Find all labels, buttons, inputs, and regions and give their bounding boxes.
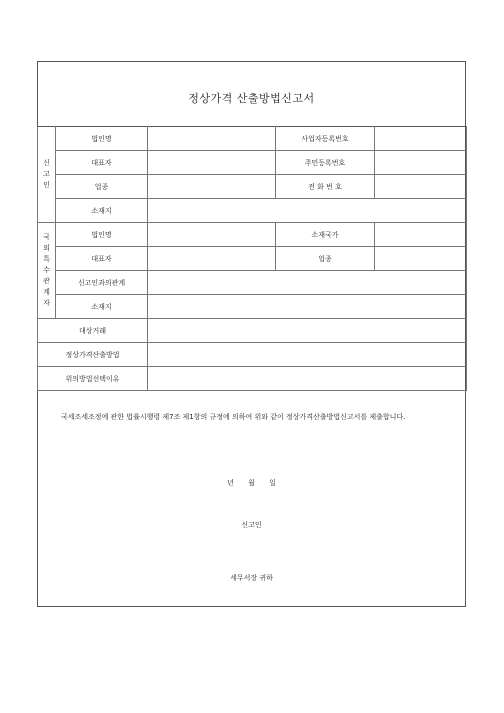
applicant-group-label [38, 127, 56, 223]
method-reason-label: 위의방법선택이유 [38, 367, 148, 391]
declaration-body-text: 국세조세조정에 관한 법률시행령 제7조 제1항의 규정에 의하여 위와 같이 정상가격산출방법신고서를 제출합니다. [61, 413, 406, 421]
applicant-resident-reg-no-field[interactable] [375, 151, 467, 175]
foreign-char-1: 국 [43, 233, 50, 241]
foreign-country-label: 소재국가 [276, 223, 375, 247]
applicant-phone-label: 전 화 번 호 [276, 175, 375, 199]
foreign-corp-name-label: 법인명 [56, 223, 148, 247]
foreign-row-3 [38, 271, 467, 295]
applicant-row-4 [38, 199, 467, 223]
date-year-label: 년 [227, 479, 234, 487]
date-day-label: 일 [269, 479, 276, 487]
foreign-representative-field[interactable] [148, 247, 276, 271]
foreign-corp-name-field[interactable] [148, 223, 276, 247]
foreign-char-2: 외 [43, 244, 50, 252]
foreign-business-type-field[interactable] [375, 247, 467, 271]
foreign-char-6: 계 [43, 288, 50, 296]
applicant-resident-reg-no-label: 주민등록번호 [276, 151, 375, 175]
applicant-row-1 [38, 127, 467, 151]
foreign-char-4: 수 [43, 266, 50, 274]
pricing-method-label: 정상가격산출방법 [38, 343, 148, 367]
applicant-char-3: 인 [43, 181, 50, 189]
foreign-party-group-label [38, 223, 56, 319]
foreign-country-field[interactable] [375, 223, 467, 247]
foreign-row-4 [38, 295, 467, 319]
method-reason-field[interactable] [148, 367, 467, 391]
foreign-row-1 [38, 223, 467, 247]
foreign-relationship-label: 신고인과의관계 [56, 271, 148, 295]
declaration-form [37, 61, 466, 607]
foreign-char-3: 특 [43, 255, 50, 263]
foreign-char-7: 자 [43, 299, 50, 307]
foreign-address-field[interactable] [148, 295, 467, 319]
foreign-address-label: 소재지 [56, 295, 148, 319]
applicant-corp-name-label: 법인명 [56, 127, 148, 151]
target-transaction-row [38, 319, 467, 343]
applicant-char-1: 신 [43, 159, 50, 167]
method-reason-row [38, 367, 467, 391]
applicant-row-2 [38, 151, 467, 175]
form-table [37, 126, 467, 391]
foreign-row-2 [38, 247, 467, 271]
applicant-corp-name-field[interactable] [148, 127, 276, 151]
applicant-phone-field[interactable] [375, 175, 467, 199]
date-line [38, 478, 465, 488]
applicant-representative-field[interactable] [148, 151, 276, 175]
applicant-biz-reg-no-field[interactable] [375, 127, 467, 151]
pricing-method-field[interactable] [148, 343, 467, 367]
recipient-label: 세무서장 귀하 [230, 574, 273, 582]
applicant-address-field[interactable] [148, 199, 467, 223]
signer-label: 신고인 [241, 521, 262, 529]
applicant-char-2: 고 [43, 170, 50, 178]
applicant-biz-reg-no-label: 사업자등록번호 [276, 127, 375, 151]
applicant-business-type-label: 업종 [56, 175, 148, 199]
pricing-method-row [38, 343, 467, 367]
applicant-address-label: 소재지 [56, 199, 148, 223]
date-month-label: 월 [248, 479, 255, 487]
target-transaction-label: 대상거래 [38, 319, 148, 343]
target-transaction-field[interactable] [148, 319, 467, 343]
applicant-business-type-field[interactable] [148, 175, 276, 199]
foreign-char-5: 관 [43, 277, 50, 285]
foreign-business-type-label: 업종 [276, 247, 375, 271]
foreign-representative-label: 대표자 [56, 247, 148, 271]
applicant-row-3 [38, 175, 467, 199]
applicant-representative-label: 대표자 [56, 151, 148, 175]
foreign-relationship-field[interactable] [148, 271, 467, 295]
form-title: 정상가격 산출방법신고서 [188, 92, 315, 105]
